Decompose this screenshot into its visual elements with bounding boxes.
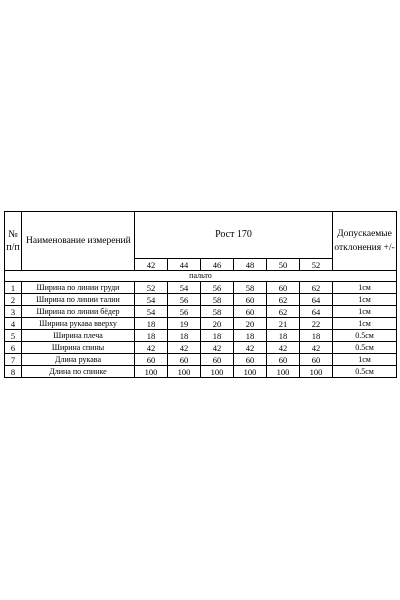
- measurement-value: 18: [168, 330, 201, 342]
- measurement-value: 60: [300, 354, 333, 366]
- measurement-name: Ширина плеча: [22, 330, 135, 342]
- row-number: 8: [5, 366, 22, 378]
- size-header: 46: [201, 259, 234, 271]
- measurement-name: Ширина по линии груди: [22, 282, 135, 294]
- table-row: [5, 282, 397, 294]
- measurement-value: 100: [135, 366, 168, 378]
- measurement-name-column-header: Наименование измерений: [22, 212, 135, 271]
- tolerance-value: 1см: [333, 282, 397, 294]
- measurement-value: 60: [135, 354, 168, 366]
- measurement-name: Длина рукава: [22, 354, 135, 366]
- measurement-value: 18: [135, 318, 168, 330]
- measurement-value: 62: [300, 282, 333, 294]
- number-column-header: № п/п: [5, 212, 22, 271]
- measurement-name: Ширина по линии талии: [22, 294, 135, 306]
- measurement-value: 22: [300, 318, 333, 330]
- measurement-value: 20: [201, 318, 234, 330]
- measurement-value: 60: [267, 282, 300, 294]
- measurement-value: 18: [135, 330, 168, 342]
- measurement-value: 42: [267, 342, 300, 354]
- section-label: пальто: [5, 271, 397, 282]
- height-header: Рост 170: [135, 212, 333, 259]
- measurement-value: 42: [135, 342, 168, 354]
- size-header: 44: [168, 259, 201, 271]
- measurement-value: 100: [201, 366, 234, 378]
- tolerance-value: 0.5см: [333, 342, 397, 354]
- row-number: 7: [5, 354, 22, 366]
- measurement-value: 64: [300, 306, 333, 318]
- measurement-value: 56: [201, 282, 234, 294]
- tolerance-value: 1см: [333, 294, 397, 306]
- measurement-value: 100: [168, 366, 201, 378]
- tolerance-value: 1см: [333, 354, 397, 366]
- measurement-value: 56: [168, 294, 201, 306]
- measurement-value: 60: [267, 354, 300, 366]
- table-row: [5, 294, 397, 306]
- size-header: 48: [234, 259, 267, 271]
- row-number: 1: [5, 282, 22, 294]
- measurement-value: 19: [168, 318, 201, 330]
- measurement-value: 100: [234, 366, 267, 378]
- measurement-value: 20: [234, 318, 267, 330]
- table-row: [5, 354, 397, 366]
- tolerance-value: 0.5см: [333, 330, 397, 342]
- tolerance-value: 1см: [333, 306, 397, 318]
- measurement-value: 62: [267, 306, 300, 318]
- measurement-value: 64: [300, 294, 333, 306]
- row-number: 3: [5, 306, 22, 318]
- measurement-value: 21: [267, 318, 300, 330]
- measurement-value: 60: [201, 354, 234, 366]
- size-header: 42: [135, 259, 168, 271]
- measurement-value: 62: [267, 294, 300, 306]
- measurement-value: 18: [201, 330, 234, 342]
- measurement-value: 42: [201, 342, 234, 354]
- row-number: 5: [5, 330, 22, 342]
- measurement-value: 58: [201, 306, 234, 318]
- measurement-value: 60: [234, 354, 267, 366]
- tolerance-value: 1см: [333, 318, 397, 330]
- measurement-value: 100: [267, 366, 300, 378]
- measurement-value: 54: [135, 306, 168, 318]
- row-number: 6: [5, 342, 22, 354]
- measurement-value: 60: [234, 306, 267, 318]
- measurement-value: 60: [168, 354, 201, 366]
- measurement-value: 42: [300, 342, 333, 354]
- measurement-name: Ширина рукава вверху: [22, 318, 135, 330]
- size-header: 50: [267, 259, 300, 271]
- tolerance-value: 0.5см: [333, 366, 397, 378]
- size-chart-table: [4, 211, 397, 378]
- table-row: [5, 342, 397, 354]
- table-row: [5, 330, 397, 342]
- measurement-value: 58: [234, 282, 267, 294]
- tolerance-column-header: Допускаемые отклонения +/-: [333, 212, 397, 271]
- measurement-value: 52: [135, 282, 168, 294]
- measurement-value: 56: [168, 306, 201, 318]
- measurement-value: 58: [201, 294, 234, 306]
- measurement-value: 42: [234, 342, 267, 354]
- measurement-name: Длина по спинке: [22, 366, 135, 378]
- measurement-value: 100: [300, 366, 333, 378]
- row-number: 4: [5, 318, 22, 330]
- measurement-name: Ширина спины: [22, 342, 135, 354]
- table-row: [5, 318, 397, 330]
- measurement-value: 60: [234, 294, 267, 306]
- measurement-value: 18: [234, 330, 267, 342]
- measurement-value: 54: [135, 294, 168, 306]
- table-row: [5, 366, 397, 378]
- measurement-name: Ширина по линии бёдер: [22, 306, 135, 318]
- row-number: 2: [5, 294, 22, 306]
- size-header: 52: [300, 259, 333, 271]
- measurement-value: 54: [168, 282, 201, 294]
- measurement-value: 42: [168, 342, 201, 354]
- measurement-value: 18: [267, 330, 300, 342]
- measurement-value: 18: [300, 330, 333, 342]
- table-row: [5, 306, 397, 318]
